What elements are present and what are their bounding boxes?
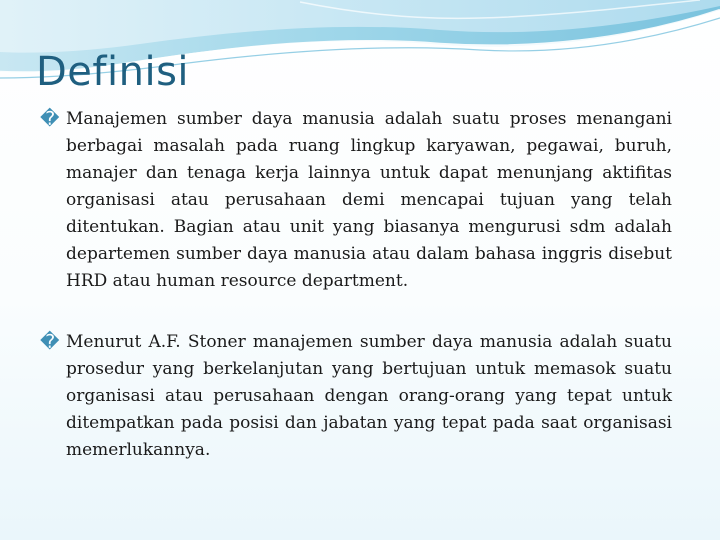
bullet-item-stoner-quote [40,329,672,464]
bullet-text: Menurut A.F. Stoner manajemen sumber daya manusia adalah suatu prosedur yang berkelanjutan yang bertujuan untuk memasok suatu organisasi atau perusahaan dengan orang-orang yang tepat untuk ditempatkan pada posisi dan jabatan yang tepat pada saat organisasi memerlukannya. [66,332,672,460]
bullet-text: Manajemen sumber daya manusia adalah suatu proses menangani berbagai masalah pada ruang lingkup karyawan, pegawai, buruh, manajer dan tenaga kerja lainnya untuk dapat menunjang aktifitas organisasi atau perusahaan demi mencapai tujuan yang telah ditentukan. Bagian atau unit yang biasanya mengurusi sdm adalah departemen sumber daya manusia atau dalam bahasa inggris disebut HRD atau human resource department. [66,109,672,291]
bullet-glyph-icon: � [40,331,60,353]
content-body [40,106,672,464]
slide-title: Definisi [36,49,190,95]
bullet-item-definition [40,106,672,295]
bullet-glyph-icon: � [40,108,60,130]
